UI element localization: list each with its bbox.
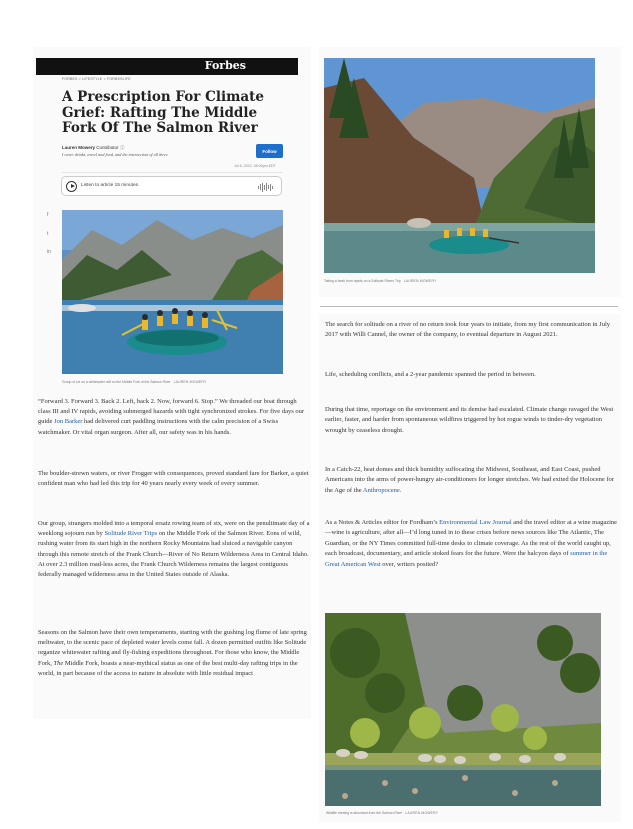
right-paragraph-1: The search for solitude on a river of no return took four years to initiate, from my first communication in July 2017 with Willi Cannel, the owner of the company, to eventual departure in August 2021. [325, 321, 611, 339]
anthropocene-link[interactable]: Anthropocene [362, 486, 400, 494]
author-bio: I cover drinks, travel and food, and the intersection of all three. [62, 152, 169, 157]
hero-raft-photo [62, 210, 283, 374]
breadcrumb[interactable]: FORBES > LIFESTYLE > FORBESLIFE [62, 77, 131, 81]
publish-date: Jul 6, 2022, 08:00pm EDT [234, 164, 276, 168]
great-american-west-link[interactable]: summer in the Great American West [325, 550, 608, 568]
wildlife-photo-caption: Wildlife viewing is abundant from the Salmon River LAUREN MOWERY [326, 811, 439, 815]
paragraph-2: The boulder-strewn waters, or river Frogger with consequences, proved standard fare for Barker, a quiet confident man who had led this trip for 40 years nearly every week of every summer. [38, 470, 309, 488]
twitter-share-icon[interactable]: t [47, 231, 49, 237]
right-paragraph-3: During that time, reportage on the environment and its demise had escalated. Climate change ravaged the West earlier, faster, and harder from spontaneous wildfires triggered by hot rogue winds to tinder-dry vegetation wrought by ceaseless drought. [325, 406, 614, 434]
listen-label: Listen to article 15 minutes. [81, 183, 140, 188]
listen-to-article-player[interactable] [61, 176, 282, 196]
info-icon: ⓘ [119, 145, 125, 150]
author-role: Contributor [96, 145, 119, 150]
hero-photo-credit: LAUREN MOWERY [173, 380, 207, 384]
right-paragraph-4: In a Catch-22, heat domes and thick humidity suffocating the Midwest, Southeast, and East Coast, pushed Americans into the arms of power-hungry air-conditioners for longer stretches. We had exited the Holocene for the Age of the Anthropocene. [325, 466, 614, 494]
the-italic: The [53, 659, 64, 667]
follow-button[interactable]: Follow [256, 144, 283, 158]
solitude-river-trips-link[interactable]: Solitude River Trips [104, 530, 158, 538]
raft-rest-photo [324, 58, 595, 273]
paragraph-1: “Forward 3. Forward 3. Back 2. Left, back 2. Now, forward 6. Stop.” We threaded our boat through class III and IV rapids, avoiding submerged hazards with tight synchronized strokes. For five days our guide Jon Barker had delivered curt paddling instructions with the calm precision of a Swiss watchmaker. Or vital organ surgeon. After all, our safety was in his hands. [38, 398, 305, 436]
wildlife-photo [325, 613, 601, 806]
section-divider [320, 306, 618, 307]
environmental-law-journal-link[interactable]: Environmental Law Journal [439, 519, 512, 526]
facebook-share-icon[interactable]: f [47, 212, 49, 218]
article-title: A Prescription For Climate Grief: Rafting The Middle Fork Of The Salmon River [62, 89, 264, 136]
paragraph-3: Our group, strangers molded into a temporal ersatz rowing team of six, were on the penultimate day of a weeklong sojourn run by Solitude River Trips on the Middle Fork of the Salmon River. Eons of wild, rushing water from its start high in the northern Rocky Mountains had sluiced a navigable canyon through this remote stretch of the Frank Church—River of No Return Wilderness Area in Central Idaho. At over 2.3 million road-less acres, the Frank Church Wilderness remains the largest contiguous federally managed wilderness area in the United States outside of Alaska. [38, 520, 310, 579]
forbes-header-bar [36, 58, 298, 75]
linkedin-share-icon[interactable]: in [47, 249, 51, 255]
divider [62, 172, 283, 173]
wildlife-photo-credit: LAUREN MOWERY [405, 811, 439, 815]
raft-rest-photo-credit: LAUREN MOWERY [403, 279, 437, 283]
right-paragraph-2: Life, scheduling conflicts, and a 2-year pandemic spanned the period in between. [325, 371, 536, 378]
hero-photo-caption: Group of six on a whitewater raft on the Middle Fork of the Salmon River LAUREN MOWERY [62, 380, 207, 384]
forbes-logo[interactable]: Forbes [204, 59, 246, 72]
listen-duration: 15 minutes [114, 183, 139, 188]
author-line [62, 145, 124, 151]
author-name[interactable]: Lauren Mowery [62, 145, 96, 150]
paragraph-4: Seasons on the Salmon have their own temperaments, starting with the gushing log flume of late spring meltwater, to the scenic pace of depleted water levels come fall. A dozen permitted outfits like Solitude organize whitewater rafting and fly-fishing expeditions throughout. For those who know, the Middle Fork, The Middle Fork, boasts a near-mythical status as one of the best multi-day rafting trips in the world, in part because of the access to nature in absolute with little residual impact [38, 629, 307, 677]
play-icon[interactable] [66, 181, 77, 192]
jon-barker-link[interactable]: Jon Barker [54, 418, 83, 426]
right-paragraph-5: As a Notes & Articles editor for Fordham’s Environmental Law Journal and the travel editor at a wine magazine—wine is agriculture, after all—I’d long tuned in to these crises before news sources like The Atlantic, The Guardian, or the NY Times committed full-time desks to climate coverage. As the rest of the world caught up, each broadcast, documentary, and article stoked fears for the future. Were the halcyon days of summer in the Great American West over, writers posited? [325, 519, 618, 568]
audio-waveform-icon [258, 182, 273, 192]
raft-rest-photo-caption: Taking a beak from rapids on a Solitude Rivers Trip LAUREN MOWERY [324, 279, 437, 283]
